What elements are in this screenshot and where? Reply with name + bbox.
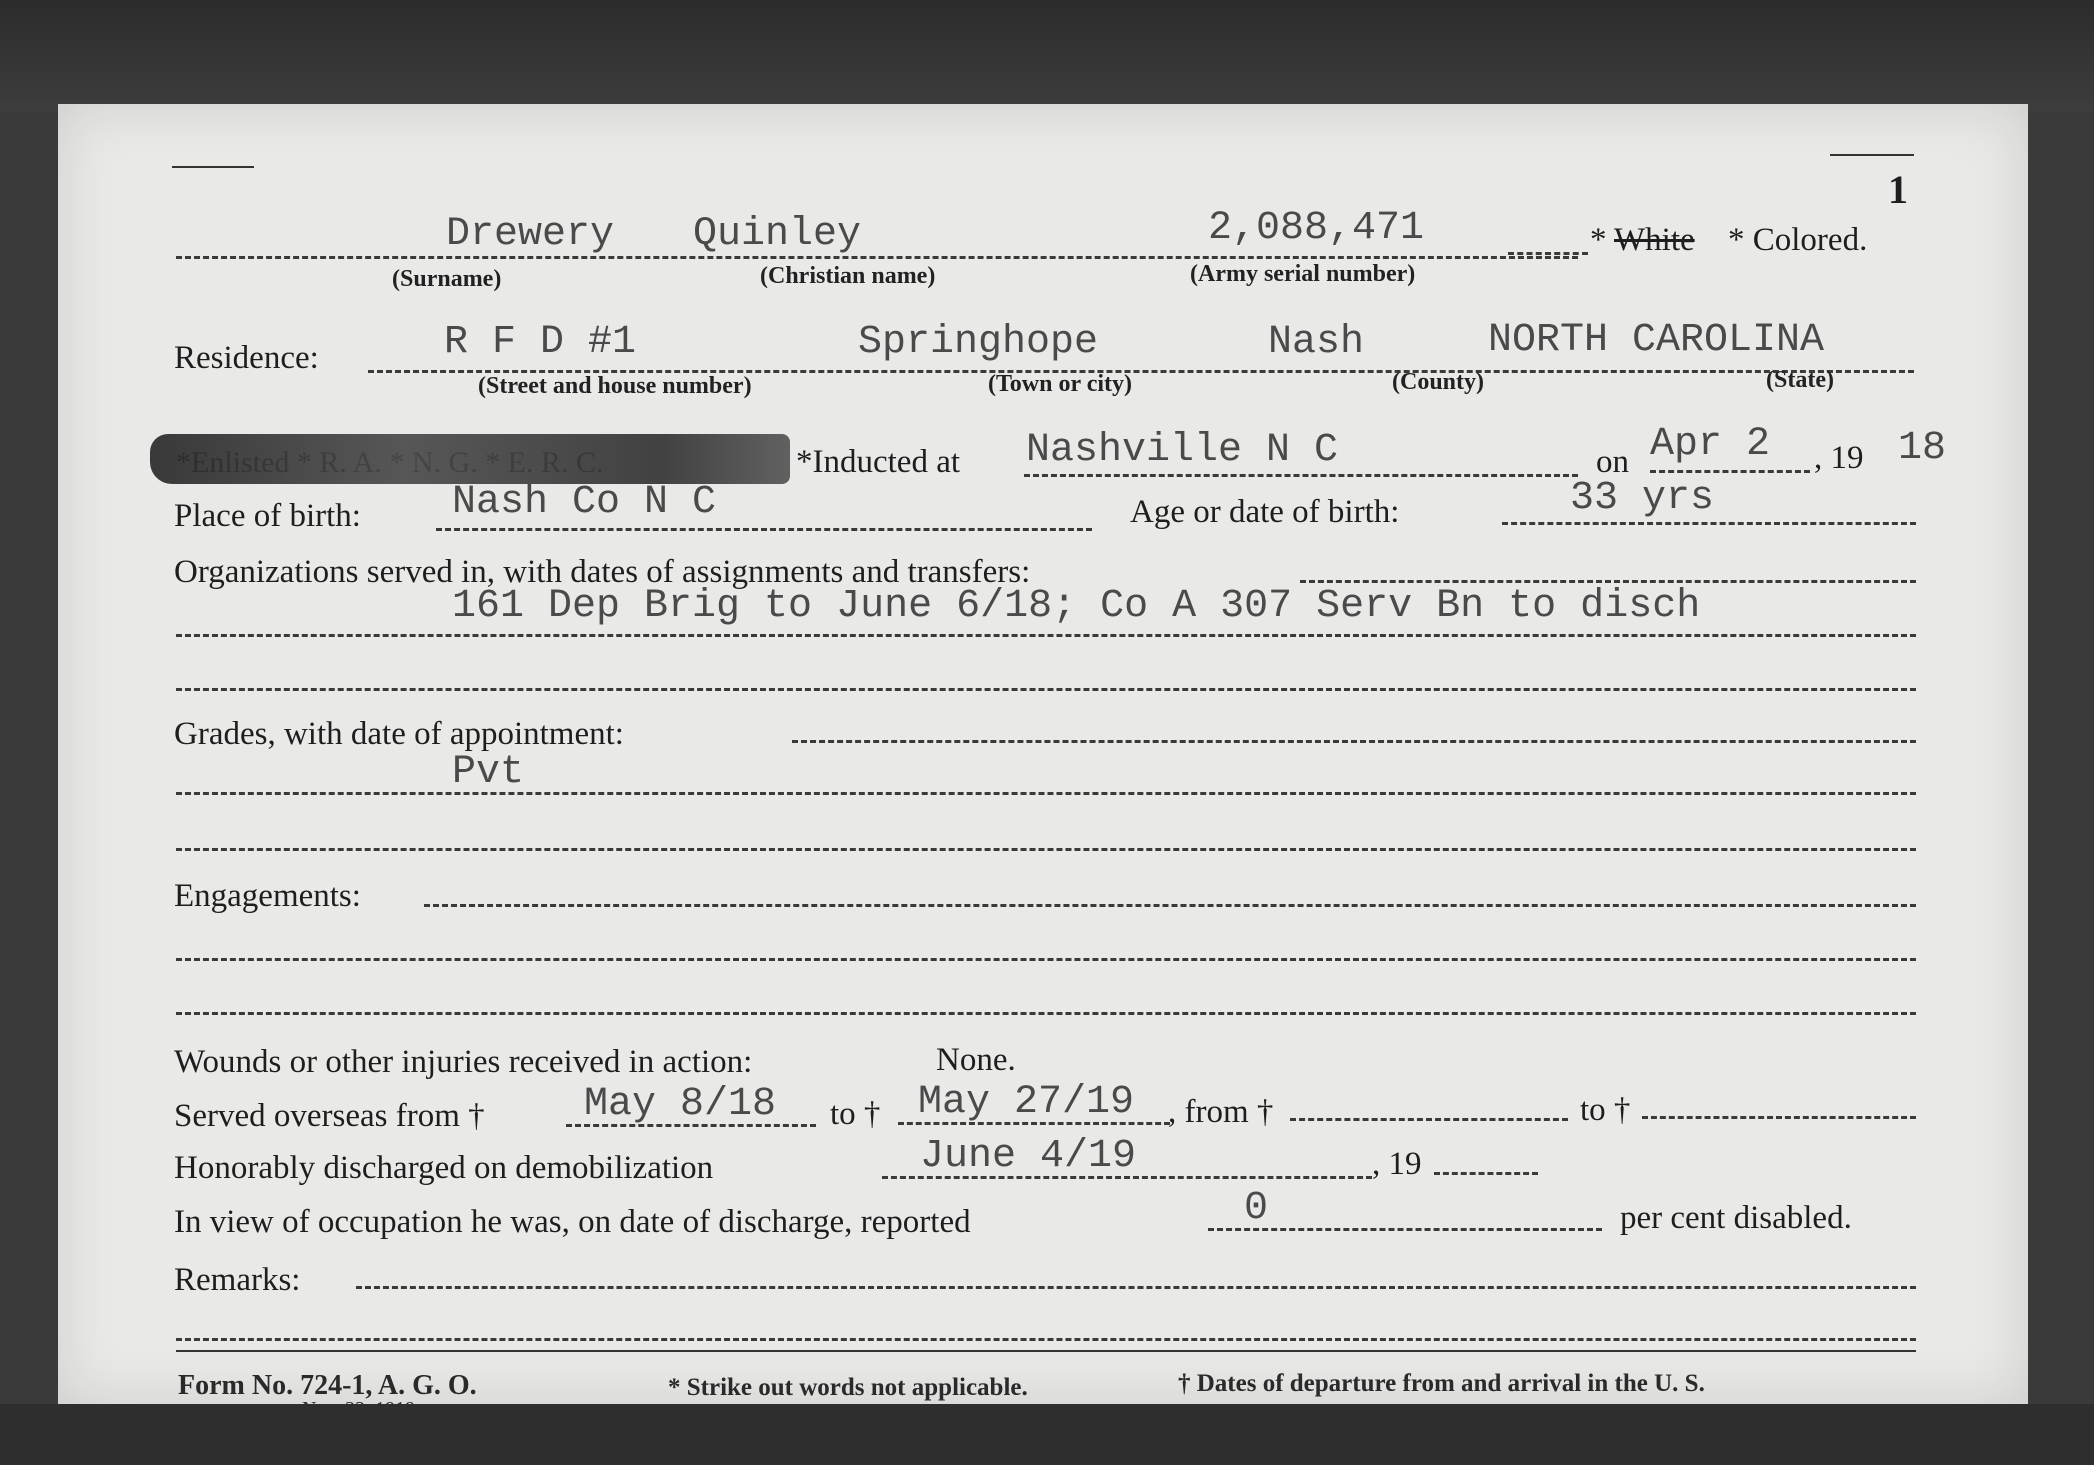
discharged-year-label: , 19	[1372, 1146, 1422, 1182]
overseas-to-label: to †	[830, 1096, 881, 1132]
discharged-date: June 4/19	[920, 1134, 1137, 1179]
scanner-backdrop	[0, 0, 2094, 112]
grades-line-2	[176, 792, 1916, 795]
overseas-from-value: May 8/18	[584, 1082, 777, 1127]
engagements-label: Engagements:	[174, 878, 361, 914]
inducted-label: *Inducted at	[796, 444, 961, 480]
county-caption: (County)	[1392, 369, 1485, 395]
age-value: 33 yrs	[1570, 476, 1715, 521]
grades-line-1	[792, 740, 1916, 743]
organizations-line-1	[1300, 580, 1916, 583]
dates-note: † Dates of departure from and arrival in the U. S.	[1178, 1370, 1705, 1397]
footer-rule	[176, 1350, 1916, 1352]
street-caption: (Street and house number)	[478, 373, 752, 399]
town-caption: (Town or city)	[988, 371, 1132, 397]
residence-town: Springhope	[858, 320, 1099, 365]
form-number: Form No. 724-1, A. G. O.	[178, 1370, 477, 1401]
place-of-birth-label: Place of birth:	[174, 498, 361, 534]
engagements-line-3	[176, 1012, 1916, 1015]
inducted-place: Nashville N C	[1026, 428, 1339, 473]
wounds-value: None.	[936, 1042, 1016, 1078]
second-from-line	[1290, 1118, 1568, 1121]
remarks-label: Remarks:	[174, 1262, 301, 1298]
organizations-line-2	[176, 634, 1916, 637]
organizations-value: 161 Dep Brig to June 6/18; Co A 307 Serv Bn to disch	[452, 584, 1701, 629]
inducted-date: Apr 2	[1650, 422, 1771, 467]
grades-value: Pvt	[452, 750, 525, 795]
strike-out-note: * Strike out words not applicable.	[668, 1374, 1028, 1401]
second-to-line	[1642, 1116, 1916, 1119]
engagements-line-2	[176, 958, 1916, 961]
discharged-label: Honorably discharged on demobilization	[174, 1150, 714, 1186]
residence-county: Nash	[1268, 320, 1365, 365]
race-colored: * Colored.	[1728, 222, 1868, 258]
overseas-label: Served overseas from †	[174, 1098, 485, 1134]
organizations-line-3	[176, 688, 1916, 691]
age-line	[1502, 522, 1916, 525]
race-asterisk: *	[1590, 222, 1607, 258]
surname-caption: (Surname)	[392, 266, 502, 292]
race-line	[1508, 252, 1588, 255]
grades-line-3	[176, 848, 1916, 851]
remarks-line-1	[356, 1286, 1916, 1289]
name-line	[176, 256, 1578, 259]
place-of-birth-value: Nash Co N C	[452, 480, 717, 525]
grades-label: Grades, with date of appointment:	[174, 716, 624, 752]
second-to-label: to †	[1580, 1092, 1631, 1128]
redaction-mark	[150, 434, 790, 484]
serial-value: 2,088,471	[1208, 206, 1425, 251]
year-suffix: 18	[1898, 426, 1947, 471]
disability-label: In view of occupation he was, on date of discharge, reported	[174, 1204, 971, 1240]
christian-name-caption: (Christian name)	[760, 263, 936, 289]
corner-rule-right	[1830, 154, 1914, 156]
corner-rule	[172, 166, 254, 168]
engagements-line-1	[424, 904, 1916, 907]
place-of-birth-line	[436, 528, 1092, 531]
on-label: on	[1596, 444, 1629, 480]
page-number: 1	[1888, 167, 1908, 212]
christian-name-value: Quinley	[693, 212, 862, 257]
state-caption: (State)	[1766, 367, 1834, 393]
residence-label: Residence:	[174, 340, 319, 376]
age-label: Age or date of birth:	[1130, 494, 1400, 530]
remarks-line-2	[176, 1338, 1916, 1341]
surname-value: Drewery	[446, 212, 615, 257]
organizations-label: Organizations served in, with dates of assignments and transfers:	[174, 554, 1031, 590]
residence-street: R F D #1	[444, 320, 637, 365]
year-prefix: , 19	[1814, 440, 1864, 476]
overseas-to-value: May 27/19	[918, 1080, 1135, 1125]
discharged-year-line	[1434, 1172, 1538, 1175]
race-white-struck: White	[1614, 222, 1695, 258]
serial-caption: (Army serial number)	[1190, 261, 1416, 287]
inducted-line	[1024, 474, 1578, 477]
disability-suffix: per cent disabled.	[1620, 1200, 1852, 1236]
wounds-label: Wounds or other injuries received in action:	[174, 1044, 753, 1080]
induction-date-line	[1650, 470, 1810, 473]
second-from-label: , from †	[1168, 1094, 1274, 1130]
scanner-backdrop-bottom	[0, 1404, 2094, 1465]
residence-state: NORTH CAROLINA	[1488, 318, 1825, 363]
disability-value: 0	[1244, 1186, 1269, 1231]
